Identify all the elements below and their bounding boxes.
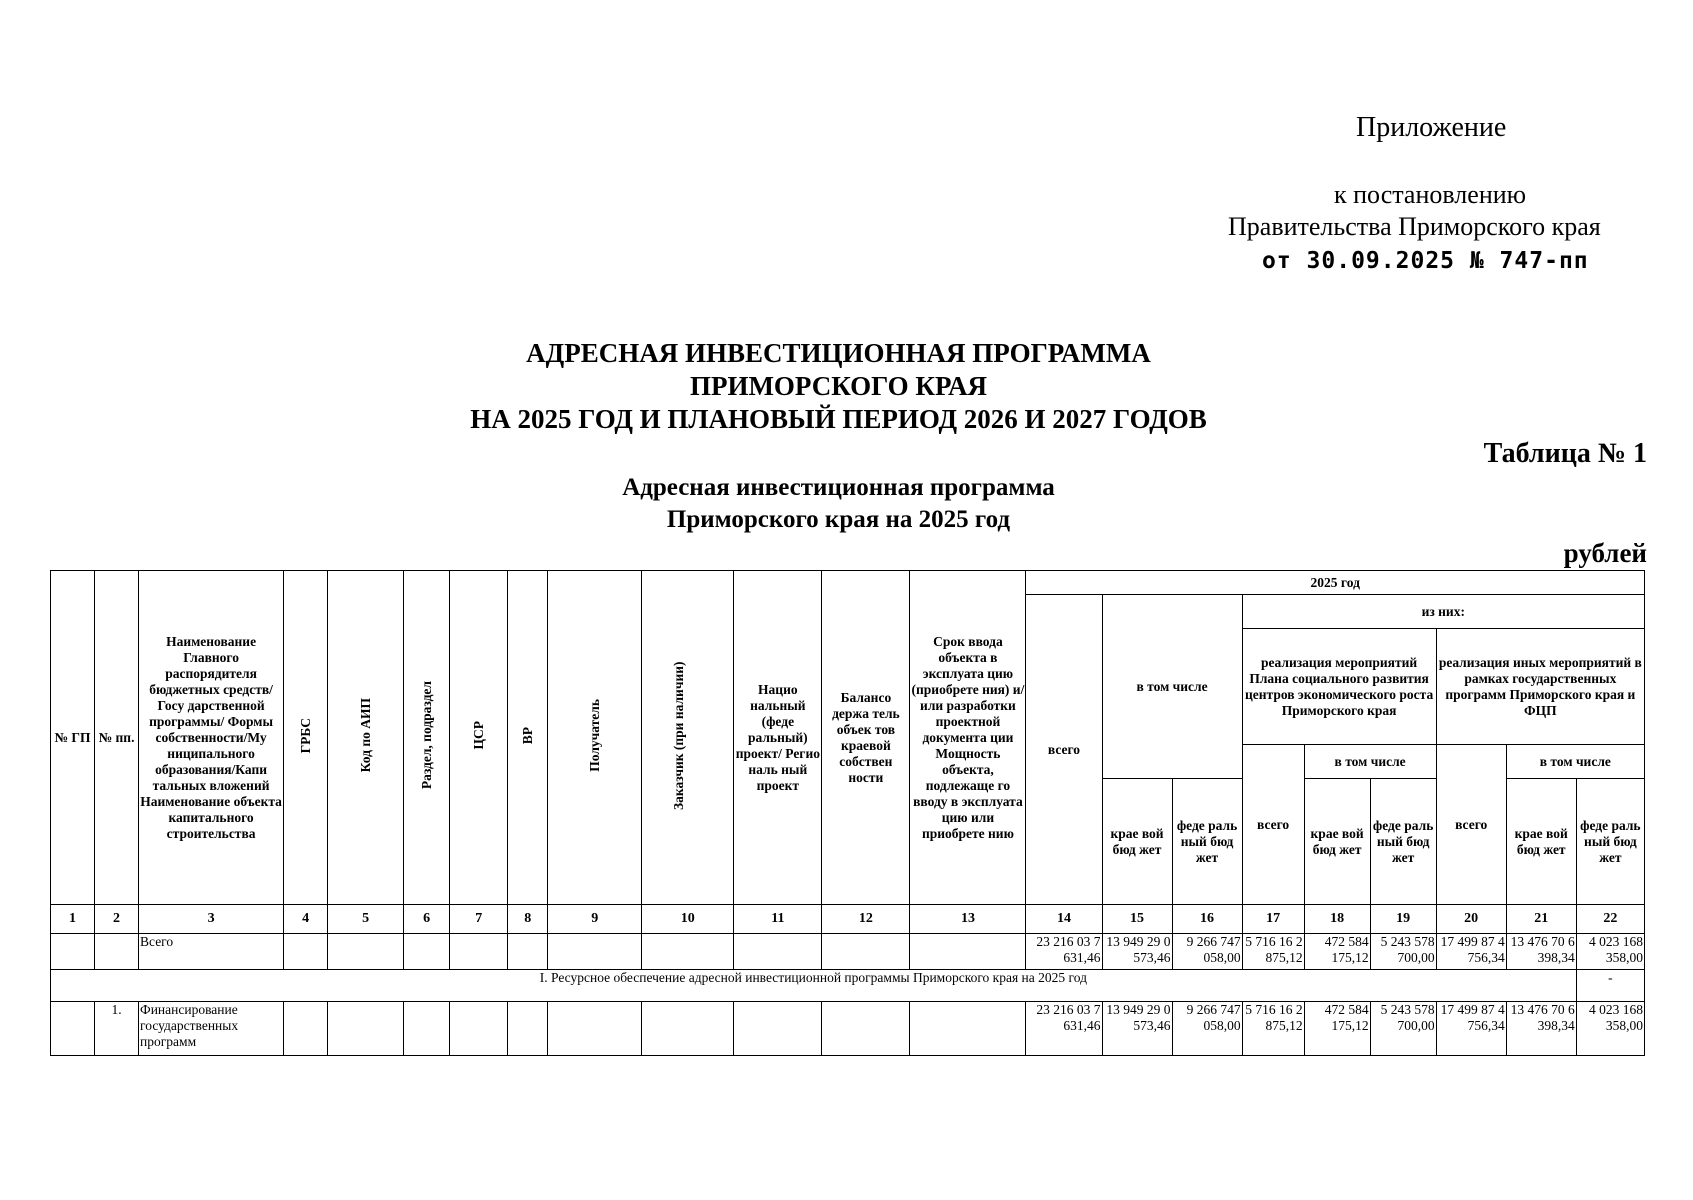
header-regional-18: крае вой бюд жет	[1304, 779, 1370, 905]
total-value: 17 499 87 4 756,34	[1436, 934, 1506, 970]
column-number: 3	[139, 905, 284, 934]
units-label: рублей	[1563, 538, 1647, 568]
total-value: 23 216 03 7 631,46	[1026, 934, 1102, 970]
column-number: 18	[1304, 905, 1370, 934]
column-number: 16	[1172, 905, 1242, 934]
header-recipient	[548, 571, 642, 905]
column-number: 12	[822, 905, 910, 934]
total-row-label: Всего	[139, 934, 284, 970]
column-number: 1	[51, 905, 95, 934]
header-plan-social: реализация мероприятий Плана социального развития центров экономического роста Приморского края	[1242, 629, 1436, 745]
header-grbs-label: ГРБС	[297, 717, 313, 754]
appendix-to: к постановлению	[1334, 180, 1527, 209]
appendix-government: Правительства Приморского края	[1228, 212, 1601, 241]
header-grbs	[284, 571, 328, 905]
item-row-label: Финансирование государственных программ	[139, 1002, 284, 1056]
column-number: 15	[1102, 905, 1172, 934]
header-section-label: Раздел, подраздел	[418, 681, 434, 790]
item-value: 4 023 168 358,00	[1576, 1002, 1644, 1056]
header-section	[404, 571, 450, 905]
column-number: 17	[1242, 905, 1304, 934]
header-name: Наименование Главного распорядителя бюджетных средств/Госу дарственной программы/ Формы собственности/Му ниципального образования/Капи тальных вложений Наименование объекта капитального строительства	[139, 571, 284, 905]
column-number: 14	[1026, 905, 1102, 934]
item-value: 13 476 70 6 398,34	[1506, 1002, 1576, 1056]
header-pp-no: № пп.	[95, 571, 139, 905]
total-value: 13 949 29 0 573,46	[1102, 934, 1172, 970]
header-deadline: Срок ввода объекта в эксплуата цию (приобрете ния) и/или разработки проектной документа ции Мощность объекта, подлежаще го вводу в эксплуата цию или приобрете нию	[910, 571, 1026, 905]
header-including-15-16: в том числе	[1102, 595, 1242, 779]
column-number: 4	[284, 905, 328, 934]
appendix-title: Приложение	[1356, 112, 1507, 143]
column-number: 20	[1436, 905, 1506, 934]
subtitle-line-2: Приморского края на 2025 год	[666, 506, 1011, 533]
column-number: 6	[404, 905, 450, 934]
column-number: 7	[450, 905, 508, 934]
total-value: 13 476 70 6 398,34	[1506, 934, 1576, 970]
item-value: 5 716 16 2 875,12	[1242, 1002, 1304, 1056]
header-regional-21: крае вой бюд жет	[1506, 779, 1576, 905]
document-title-line-1: АДРЕСНАЯ ИНВЕСТИЦИОННАЯ ПРОГРАММА	[526, 338, 1151, 368]
header-vr	[508, 571, 548, 905]
header-other-programs: реализация иных мероприятий в рамках государственных программ Приморского края и ФЦП	[1436, 629, 1644, 745]
column-number: 8	[508, 905, 548, 934]
item-row	[51, 1002, 1645, 1056]
header-including-18-19: в том числе	[1304, 745, 1436, 779]
header-csr	[450, 571, 508, 905]
header-total-17: всего	[1242, 745, 1304, 905]
total-value: 4 023 168 358,00	[1576, 934, 1644, 970]
header-including-21-22: в том числе	[1506, 745, 1644, 779]
header-balance-holder: Балансо держа тель объек тов краевой собствен ности	[822, 571, 910, 905]
column-number: 21	[1506, 905, 1576, 934]
document-title-line-3: НА 2025 ГОД И ПЛАНОВЫЙ ПЕРИОД 2026 И 2027 ГОДОВ	[470, 404, 1207, 434]
document-title-line-2: ПРИМОРСКОГО КРАЯ	[689, 371, 988, 401]
aip-table	[50, 570, 1645, 1056]
header-vr-label: ВР	[519, 726, 535, 745]
header-customer	[642, 571, 734, 905]
header-gp-no: № ГП	[51, 571, 95, 905]
column-number: 5	[328, 905, 404, 934]
subtitle-line-1: Адресная инвестиционная программа	[622, 474, 1055, 501]
item-value: 9 266 747 058,00	[1172, 1002, 1242, 1056]
item-value: 23 216 03 7 631,46	[1026, 1002, 1102, 1056]
appendix-reference: от 30.09.2025 № 747-пп	[1262, 248, 1589, 274]
column-number: 19	[1370, 905, 1436, 934]
item-row-no: 1.	[95, 1002, 139, 1056]
item-value: 13 949 29 0 573,46	[1102, 1002, 1172, 1056]
header-of-them: из них:	[1242, 595, 1644, 629]
column-number: 10	[642, 905, 734, 934]
header-total-20: всего	[1436, 745, 1506, 905]
header-total-14: всего	[1026, 595, 1102, 905]
header-federal-22: феде раль ный бюд жет	[1576, 779, 1644, 905]
header-recipient-label: Получатель	[586, 699, 602, 772]
header-year: 2025 год	[1026, 571, 1645, 595]
table-number: Таблица № 1	[1483, 438, 1647, 469]
section-row	[51, 970, 1645, 1002]
column-number: 9	[548, 905, 642, 934]
item-value: 472 584 175,12	[1304, 1002, 1370, 1056]
total-value: 5 716 16 2 875,12	[1242, 934, 1304, 970]
header-aip-code-label: Код по АИП	[357, 698, 373, 773]
header-regional-15: крае вой бюд жет	[1102, 779, 1172, 905]
total-value: 472 584 175,12	[1304, 934, 1370, 970]
header-csr-label: ЦСР	[470, 721, 486, 750]
header-federal-16: феде раль ный бюд жет	[1172, 779, 1242, 905]
column-number: 11	[734, 905, 822, 934]
header-aip-code	[328, 571, 404, 905]
item-value: 17 499 87 4 756,34	[1436, 1002, 1506, 1056]
column-number: 22	[1576, 905, 1644, 934]
header-federal-19: феде раль ный бюд жет	[1370, 779, 1436, 905]
total-value: 9 266 747 058,00	[1172, 934, 1242, 970]
column-number: 2	[95, 905, 139, 934]
section-row-last: -	[1576, 970, 1644, 1002]
item-value: 5 243 578 700,00	[1370, 1002, 1436, 1056]
section-row-label: I. Ресурсное обеспечение адресной инвестиционной программы Приморского края на 2025 год	[51, 970, 1577, 1002]
header-national-project: Нацио нальный (феде ральный) проект/ Регио наль ный проект	[734, 571, 822, 905]
total-row	[51, 934, 1645, 970]
column-number-row	[51, 905, 1645, 934]
header-customer-label: Заказчик (при наличии)	[670, 661, 686, 810]
column-number: 13	[910, 905, 1026, 934]
total-value: 5 243 578 700,00	[1370, 934, 1436, 970]
